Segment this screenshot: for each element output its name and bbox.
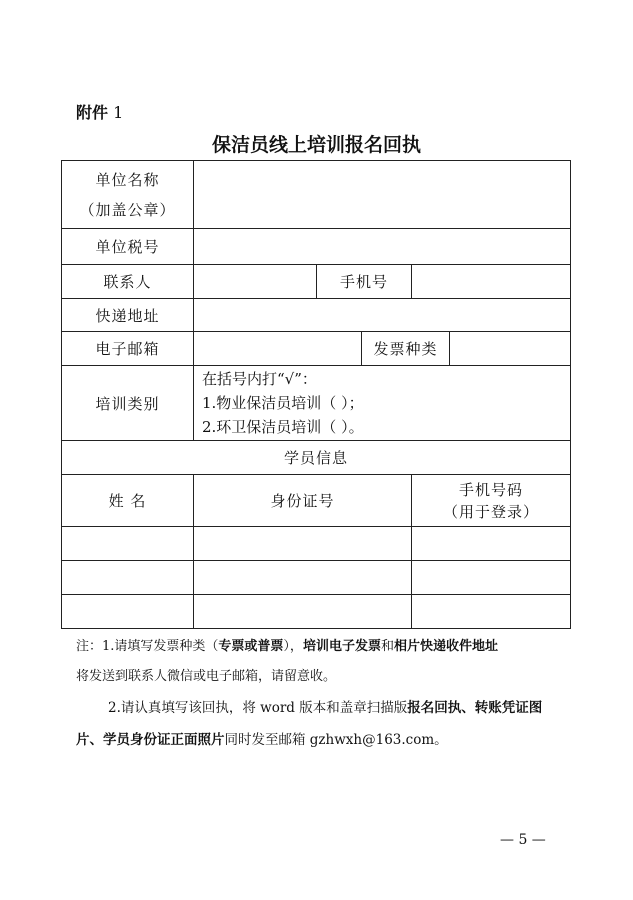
address-field[interactable] — [194, 299, 571, 332]
training-type-options — [194, 366, 571, 441]
phone-label: 手机号 — [317, 265, 412, 299]
table-row — [62, 561, 571, 595]
registration-form-table — [61, 160, 571, 629]
tax-id-field[interactable] — [194, 229, 571, 265]
note-1: 注：1.请填写发票种类（专票或普票），培训电子发票和相片快递收件地址 — [76, 639, 498, 654]
unit-name-label: 单位名称 （加盖公章） — [62, 161, 194, 229]
invoice-type-label: 发票种类 — [362, 332, 450, 366]
email-field[interactable] — [194, 332, 362, 366]
note-1-continued: 将发送到联系人微信或电子邮箱，请留意收。 — [76, 669, 337, 684]
student-name-cell[interactable] — [62, 561, 194, 595]
student-mobile-cell[interactable] — [412, 527, 571, 561]
tax-id-label: 单位税号 — [62, 229, 194, 265]
document-title: 保洁员线上培训报名回执 — [211, 134, 421, 156]
student-info-header: 学员信息 — [62, 441, 571, 475]
invoice-type-field[interactable] — [450, 332, 571, 366]
training-option-property[interactable]: 1.物业保洁员培训（ ）； — [202, 394, 364, 412]
col-name-header: 姓 名 — [62, 475, 194, 527]
student-name-cell[interactable] — [62, 595, 194, 629]
student-mobile-cell[interactable] — [412, 595, 571, 629]
note-2: 2.请认真填写该回执，将 word 版本和盖章扫描版报名回执、转账凭证图片、学员身份证正面照片同时发至邮箱 gzhwxh@163.com。 — [76, 700, 543, 748]
unit-name-field[interactable] — [194, 161, 571, 229]
col-id-header: 身份证号 — [194, 475, 412, 527]
attachment-label — [76, 100, 123, 123]
contact-label: 联系人 — [62, 265, 194, 299]
student-name-cell[interactable] — [62, 527, 194, 561]
col-mobile-header: 手机号码 （用于登录） — [412, 475, 571, 527]
attachment-number: 1 — [113, 103, 124, 122]
student-id-cell[interactable] — [194, 561, 412, 595]
training-instruction: 在括号内打“√”： — [202, 370, 317, 388]
email-label: 电子邮箱 — [62, 332, 194, 366]
attachment-prefix: 附件 — [76, 103, 109, 122]
page-number: — 5 — — [500, 832, 546, 848]
notes-section — [76, 632, 566, 756]
student-mobile-cell[interactable] — [412, 561, 571, 595]
student-id-cell[interactable] — [194, 595, 412, 629]
training-option-sanitation[interactable]: 2.环卫保洁员培训（ ）。 — [202, 418, 364, 436]
student-id-cell[interactable] — [194, 527, 412, 561]
phone-field[interactable] — [412, 265, 571, 299]
training-type-label: 培训类别 — [62, 366, 194, 441]
table-row — [62, 527, 571, 561]
address-label: 快递地址 — [62, 299, 194, 332]
table-row — [62, 595, 571, 629]
contact-field[interactable] — [194, 265, 317, 299]
